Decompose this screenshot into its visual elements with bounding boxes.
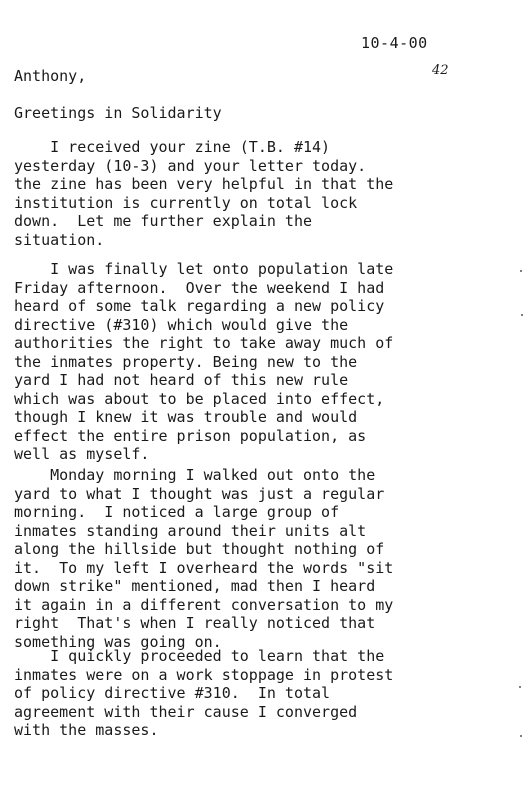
paragraph-3: Monday morning I walked out onto the yard to what I thought was just a regular morning. I noticed a large group of inmates standing around their units alt along the hillside but thought nothing of it. To my left I overheard the words "sit down strike" mentioned, mad then I heard it again in a different conversation to my right That's when I really noticed that something was going on. (14, 466, 394, 651)
paragraph-2: I was finally let onto population late Friday afternoon. Over the weekend I had heard of some talk regarding a new policy directive (#310) which would give the authorities the right to take away much of the inmates property. Being new to the yard I had not heard of this new rule which was about to be placed into effect, though I knew it was trouble and would effect the entire prison population, as well as myself. (14, 260, 394, 463)
paragraph-4: I quickly proceeded to learn that the inmates were on a work stoppage in protest of policy directive #310. In total agreement with their cause I converged with the masses. (14, 647, 394, 739)
handwritten-page-number: 42 (432, 63, 449, 78)
scan-speck (520, 270, 522, 272)
greeting-line: Greetings in Solidarity (14, 104, 222, 122)
scan-speck (519, 686, 521, 688)
paragraph-1: I received your zine (T.B. #14) yesterday (10-3) and your letter today. the zine has been very helpful in that the institution is currently on total lock down. Let me further explain the situation. (14, 138, 394, 249)
scan-speck (520, 735, 522, 737)
letter-date: 10-4-00 (361, 34, 428, 52)
scan-speck (521, 314, 523, 316)
salutation: Anthony, (14, 67, 87, 85)
